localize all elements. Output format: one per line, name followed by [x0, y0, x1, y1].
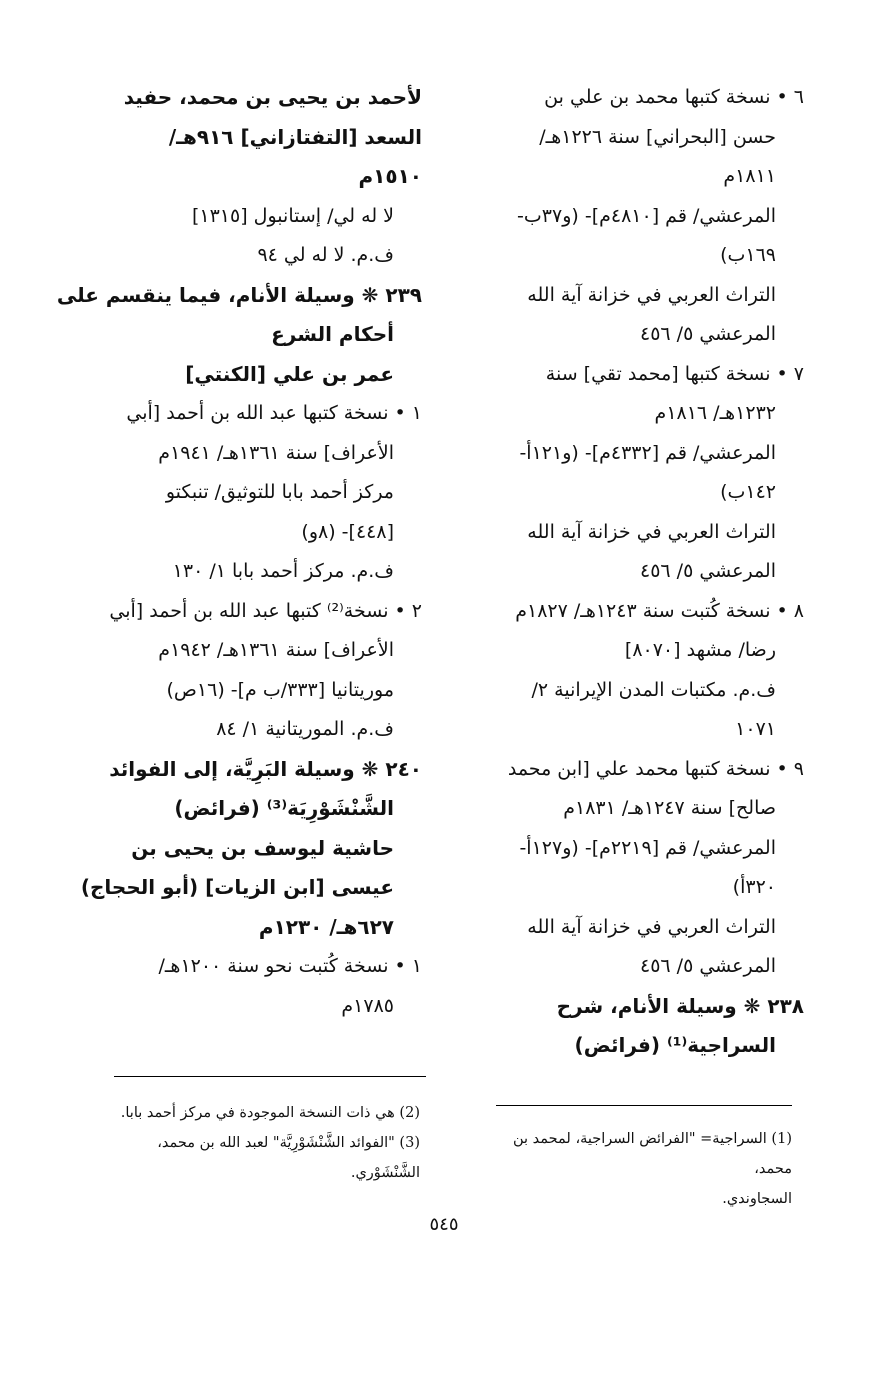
right-column-line: المرعشي/ قم [٤٨١٠م]- (و٣٧ب- — [517, 204, 776, 227]
right-column-line: ف.م. مكتبات المدن الإيرانية ٢/ — [531, 678, 776, 701]
right-column-line: السراجية⁽¹⁾ (فرائض) — [574, 1033, 776, 1057]
left-column-line: حاشية ليوسف بن يحيى بن — [131, 835, 394, 860]
left-column-line: عمر بن علي [الكنتي] — [185, 361, 394, 386]
left-column-line: ٦٢٧هـ/ ١٢٣٠م — [258, 914, 394, 939]
footnote-line: الشَّنْشَوْري. — [350, 1165, 420, 1181]
left-column-line: ف.م. الموريتانية ١/ ٨٤ — [216, 718, 394, 740]
footnote-divider-right — [496, 1105, 792, 1106]
footnote-divider-left — [114, 1076, 426, 1077]
right-column-line: ٩ • نسخة كتبها محمد علي [ابن محمد — [507, 757, 804, 780]
right-column-line: ١٦٩ب) — [720, 244, 776, 266]
right-column-line: ١٨١١م — [723, 165, 776, 187]
right-column-line: التراث العربي في خزانة آية الله — [527, 520, 776, 543]
right-column-line: التراث العربي في خزانة آية الله — [527, 915, 776, 938]
left-column-line: موريتانيا [٣٣٣/ب م]- (١٦ص) — [166, 678, 394, 701]
right-column-line: حسن [البحراني] سنة ١٢٢٦هـ/ — [539, 125, 776, 148]
right-column-line: ١٠٧١ — [735, 718, 776, 740]
right-column-line: المرعشي ٥/ ٤٥٦ — [640, 323, 776, 345]
left-column-line: ف.م. مركز أحمد بابا ١/ ١٣٠ — [172, 560, 394, 582]
left-column-line: [٤٤٨]- (٨و) — [301, 520, 394, 543]
left-column-line: لا له لي/ إستانبول [١٣١٥] — [191, 204, 394, 227]
right-column-line: ١٤٢ب) — [720, 481, 776, 503]
left-column-line: الأعراف] سنة ١٣٦١هـ/ ١٩٤١م — [158, 441, 394, 464]
left-column-line: ف.م. لا له لي ٩٤ — [257, 244, 394, 266]
left-column — [56, 78, 422, 1026]
right-column-line: ٧ • نسخة كتبها [محمد تقي] سنة — [545, 362, 804, 385]
footnote-line: (2) هي ذات النسخة الموجودة في مركز أحمد بابا. — [120, 1105, 420, 1121]
footnotes-left — [80, 1098, 420, 1188]
footnote-line: (3) "الفوائد الشَّنْشَوْرِيَّة" لعبد الله بن محمد، — [157, 1135, 420, 1151]
left-column-line: عيسى [ابن الزيات] (أبو الحجاج) — [80, 875, 394, 899]
left-column-line: ١٥١٠م — [358, 164, 422, 188]
right-column-line: صالح] سنة ١٢٤٧هـ/ ١٨٣١م — [563, 797, 776, 819]
footnote-line: السجاوندي. — [722, 1191, 792, 1207]
left-column-line: ١٧٨٥م — [341, 994, 394, 1017]
left-column-line: ٢ • نسخة⁽²⁾ كتبها عبد الله بن أحمد [أبي — [109, 599, 422, 622]
left-column-line: ٢٣٩ ❋ وسيلة الأنام، فيما ينقسم على — [56, 282, 422, 307]
page-number: ٥٤٥ — [429, 1214, 459, 1235]
right-column-line: ١٢٣٢هـ/ ١٨١٦م — [654, 402, 776, 424]
left-column-line: أحكام الشرع — [271, 322, 394, 346]
left-column-line: الشَّنْشَوْرِيَة⁽³⁾ (فرائض) — [174, 796, 394, 820]
right-column-line: المرعشي ٥/ ٤٥٦ — [640, 955, 776, 977]
right-column-line: المرعشي/ قم [٤٣٣٢م]- (و١٢١أ- — [519, 441, 776, 464]
right-column-line: المرعشي ٥/ ٤٥٦ — [640, 560, 776, 582]
right-column-line: ٢٣٨ ❋ وسيلة الأنام، شرح — [556, 993, 804, 1018]
left-column-line: السعد [التفتازاني] ٩١٦هـ/ — [168, 124, 422, 149]
left-column-line: ١ • نسخة كُتبت نحو سنة ١٢٠٠هـ/ — [158, 955, 422, 977]
footnotes-right — [472, 1124, 792, 1214]
left-column-line: الأعراف] سنة ١٣٦١هـ/ ١٩٤٢م — [158, 639, 394, 661]
footnote-line: (1) السراجية= "الفرائض السراجية، لمحمد بن محمد، — [513, 1131, 792, 1177]
right-column-line: ٣٢٠أ) — [732, 876, 776, 898]
right-column-line: ٨ • نسخة كُتبت سنة ١٢٤٣هـ/ ١٨٢٧م — [515, 599, 804, 622]
left-column-line: ٢٤٠ ❋ وسيلة البَرِيَّة، إلى الفوائد — [109, 756, 422, 781]
left-column-line: لأحمد بن يحيى بن محمد، حفيد — [123, 85, 422, 109]
right-column-line: رضا/ مشهد [٨٠٧٠] — [624, 639, 776, 661]
left-column-line: مركز أحمد بابا للتوثيق/ تنبكتو — [165, 481, 394, 503]
right-column — [458, 78, 804, 1066]
right-column-line: ٦ • نسخة كتبها محمد بن علي بن — [544, 86, 804, 108]
left-column-line: ١ • نسخة كتبها عبد الله بن أحمد [أبي — [126, 402, 422, 424]
right-column-line: التراث العربي في خزانة آية الله — [527, 283, 776, 306]
right-column-line: المرعشي/ قم [٢٢١٩م]- (و١٢٧أ- — [519, 836, 776, 859]
